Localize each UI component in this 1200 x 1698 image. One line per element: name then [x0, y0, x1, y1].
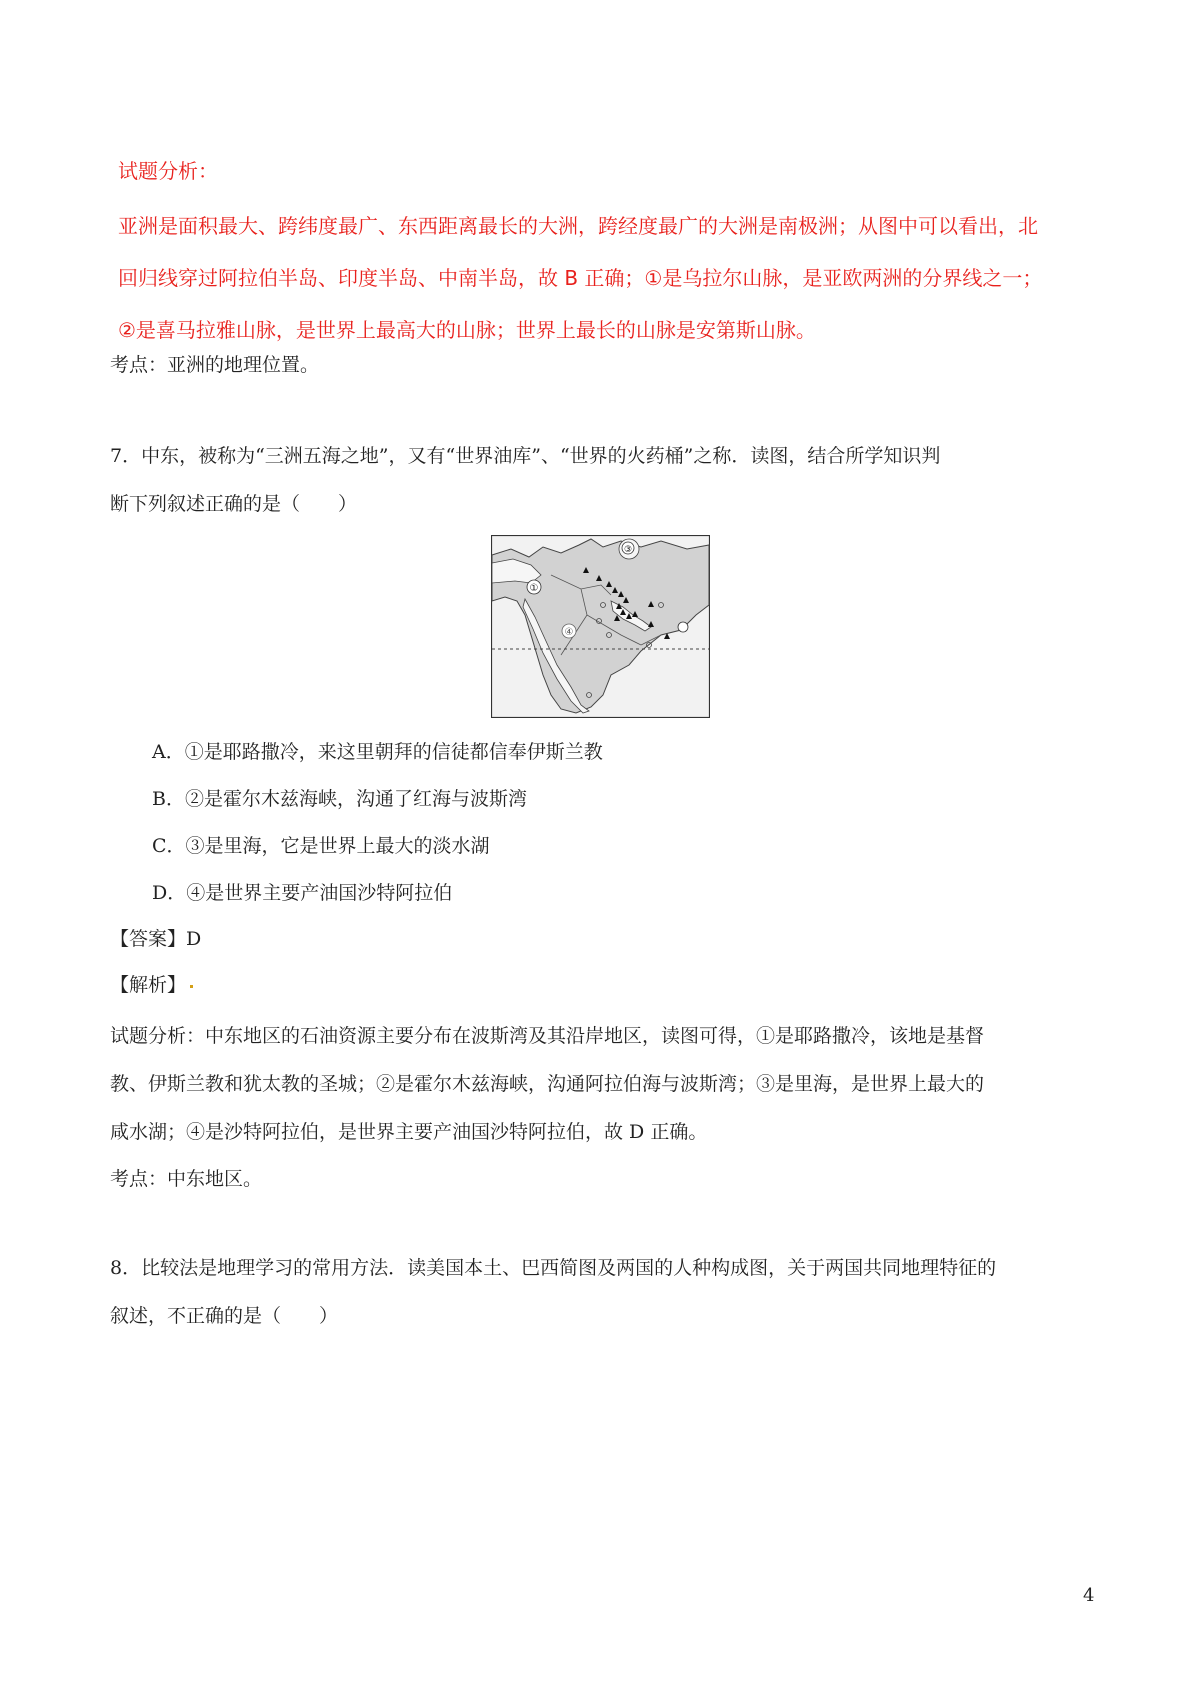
map-label-1: ① — [529, 583, 539, 594]
prev-analysis-line: 亚洲是面积最大、跨纬度最广、东西距离最长的大洲，跨经度最广的大洲是南极洲；从图中可以看出，北 — [118, 214, 1038, 238]
bullet-dot-icon — [190, 985, 193, 988]
q7-kaodian: 考点：中东地区。 — [110, 1168, 263, 1190]
q7-analysis-line: 教、伊斯兰教和犹太教的圣城；②是霍尔木兹海峡，沟通阿拉伯海与波斯湾；③是里海，是世界上最大的 — [110, 1073, 985, 1095]
page-number: 4 — [1083, 1585, 1095, 1606]
q7-stem-line: 7．中东，被称为“三洲五海之地”，又有“世界油库”、“世界的火药桶”之称．读图，结合所学知识判 — [110, 445, 941, 467]
prev-kaodian: 考点：亚洲的地理位置。 — [110, 354, 320, 376]
q7-option-b: B．②是霍尔木兹海峡，沟通了红海与波斯湾 — [152, 788, 527, 810]
prev-analysis-heading: 试题分析： — [118, 159, 218, 183]
prev-analysis-line: ②是喜马拉雅山脉，是世界上最高大的山脉；世界上最长的山脉是安第斯山脉。 — [118, 318, 816, 342]
map-label-3: ③ — [623, 545, 633, 555]
middle-east-map-figure — [491, 535, 710, 718]
q8-stem-line: 叙述，不正确的是（ ） — [110, 1305, 339, 1327]
q7-option-c: C．③是里海，它是世界上最大的淡水湖 — [152, 835, 490, 857]
q7-jiexi-text: 【解析】 — [110, 974, 187, 996]
q7-analysis-line: 试题分析：中东地区的石油资源主要分布在波斯湾及其沿岸地区，读图可得，①是耶路撒冷，该地是基督 — [110, 1025, 985, 1047]
prev-analysis-line: 回归线穿过阿拉伯半岛、印度半岛、中南半岛，故 B 正确；①是乌拉尔山脉，是亚欧两洲的分界线之一； — [118, 266, 1043, 290]
q7-analysis — [110, 1012, 1110, 1156]
map-label-4: ④ — [564, 627, 574, 638]
q7-analysis-line: 咸水湖；④是沙特阿拉伯，是世界主要产油国沙特阿拉伯，故 D 正确。 — [110, 1121, 708, 1143]
q7-option-d: D．④是世界主要产油国沙特阿拉伯 — [152, 882, 453, 904]
q8-stem-line: 8．比较法是地理学习的常用方法．读美国本土、巴西简图及两国的人种构成图，关于两国共同地理特征的 — [110, 1257, 997, 1279]
q7-answer: 【答案】D — [110, 928, 202, 950]
q8-stem — [110, 1244, 1110, 1340]
q7-stem-line: 断下列叙述正确的是（ ） — [110, 493, 358, 515]
prev-analysis-body — [118, 200, 1108, 356]
q7-stem — [110, 432, 1110, 528]
q7-jiexi-label — [110, 970, 193, 997]
q7-option-a: A．①是耶路撒冷，来这里朝拜的信徒都信奉伊斯兰教 — [152, 741, 603, 763]
